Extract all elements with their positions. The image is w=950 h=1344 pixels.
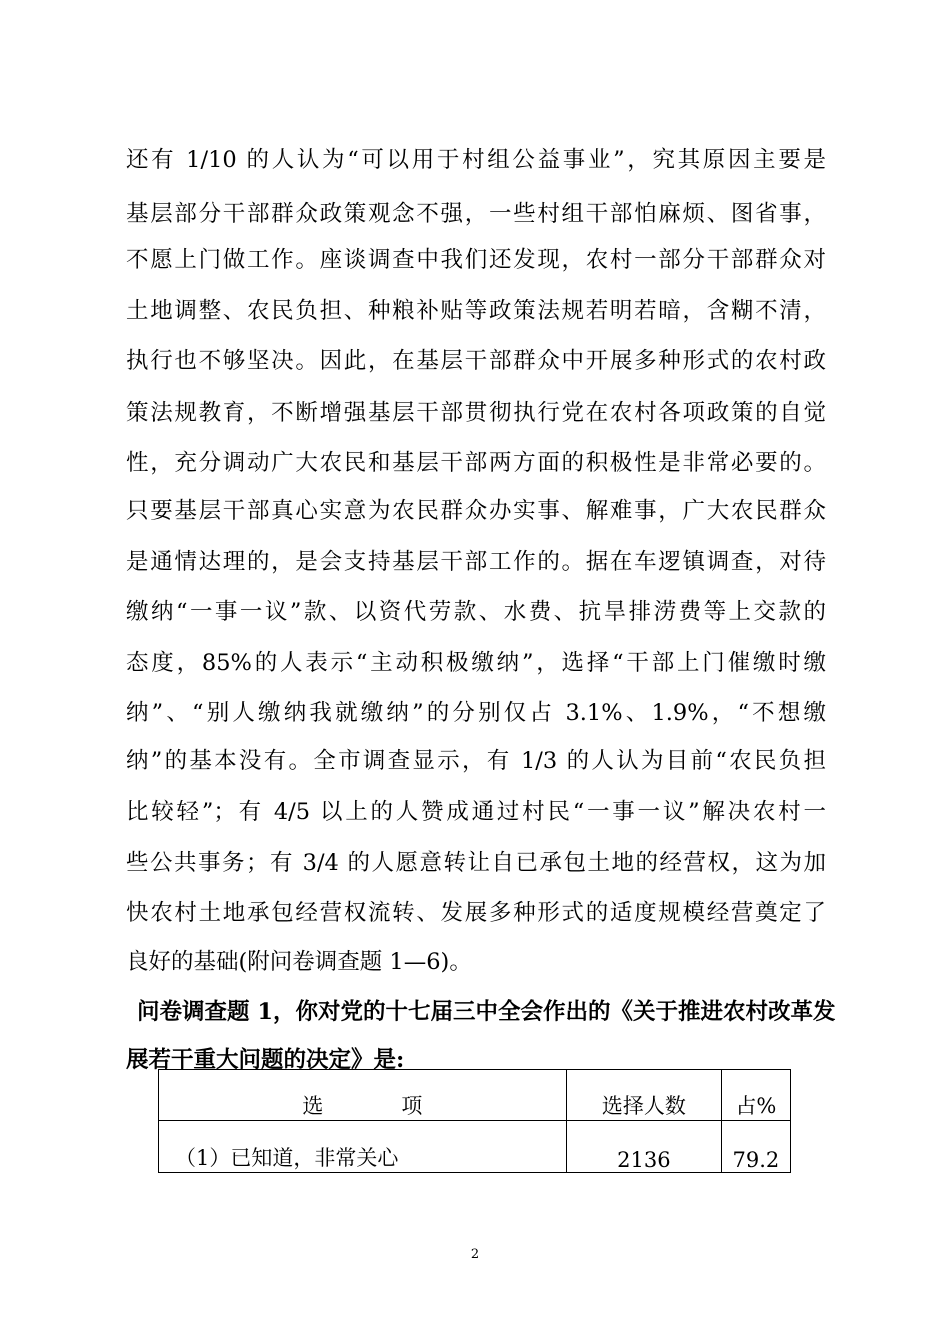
header-count: 选择人数 xyxy=(566,1070,721,1121)
table-row xyxy=(159,1121,791,1173)
header-option-char-b: 项 xyxy=(401,1094,423,1118)
paragraph-line: 比较轻”；有 4/5 以上的人赞成通过村民“一事一议”解决农村一 xyxy=(126,799,826,825)
row-option: （1）已知道，非常关心 xyxy=(159,1121,567,1173)
survey-table xyxy=(158,1069,791,1173)
paragraph-line: 只要基层干部真心实意为农民群众办实事、解难事，广大农民群众 xyxy=(126,498,826,524)
paragraph-line: 纳”、“别人缴纳我就缴纳”的分别仅占 3.1%、1.9%，“不想缴 xyxy=(126,700,826,726)
paragraph-line: 缴纳“一事一议”款、以资代劳款、水费、抗旱排涝费等上交款的 xyxy=(126,599,826,625)
page-number: 2 xyxy=(470,1247,480,1262)
paragraph-line: 土地调整、农民负担、种粮补贴等政策法规若明若暗，含糊不清， xyxy=(126,298,826,324)
paragraph-line: 是通情达理的，是会支持基层干部工作的。据在车逻镇调查，对待 xyxy=(126,549,826,575)
row-percent: 79.2 xyxy=(721,1121,790,1173)
paragraph-line: 纳”的基本没有。全市调查显示，有 1/3 的人认为目前“农民负担 xyxy=(126,748,826,774)
header-percent: 占% xyxy=(721,1070,790,1121)
paragraph-line: 策法规教育，不断增强基层干部贯彻执行党在农村各项政策的自觉 xyxy=(126,400,826,426)
table-header-row xyxy=(159,1070,791,1121)
paragraph-line: 良好的基础(附问卷调查题 1—6)。 xyxy=(126,949,472,975)
paragraph-line: 些公共事务；有 3/4 的人愿意转让自已承包土地的经营权，这为加 xyxy=(126,850,826,876)
paragraph-line: 性，充分调动广大农民和基层干部两方面的积极性是非常必要的。 xyxy=(126,450,826,476)
paragraph-line: 快农村土地承包经营权流转、发展多种形式的适度规模经营奠定了 xyxy=(126,900,826,926)
row-count: 2136 xyxy=(566,1121,721,1173)
paragraph-line: 还有 1/10 的人认为“可以用于村组公益事业”，究其原因主要是 xyxy=(126,147,826,173)
header-option xyxy=(159,1070,567,1121)
paragraph-line: 执行也不够坚决。因此，在基层干部群众中开展多种形式的农村政 xyxy=(126,348,826,374)
header-option-char-a: 选 xyxy=(302,1094,324,1118)
paragraph-line: 基层部分干部群众政策观念不强，一些村组干部怕麻烦、图省事， xyxy=(126,201,826,227)
question-title-continued: 展若干重大问题的决定》是: xyxy=(126,1047,405,1073)
paragraph-line: 不愿上门做工作。座谈调查中我们还发现，农村一部分干部群众对 xyxy=(126,247,826,273)
paragraph-line: 态度，85%的人表示“主动积极缴纳”，选择“干部上门催缴时缴 xyxy=(126,650,826,676)
question-title: 问卷调查题 1，你对党的十七届三中全会作出的《关于推进农村改革发 xyxy=(137,999,836,1025)
